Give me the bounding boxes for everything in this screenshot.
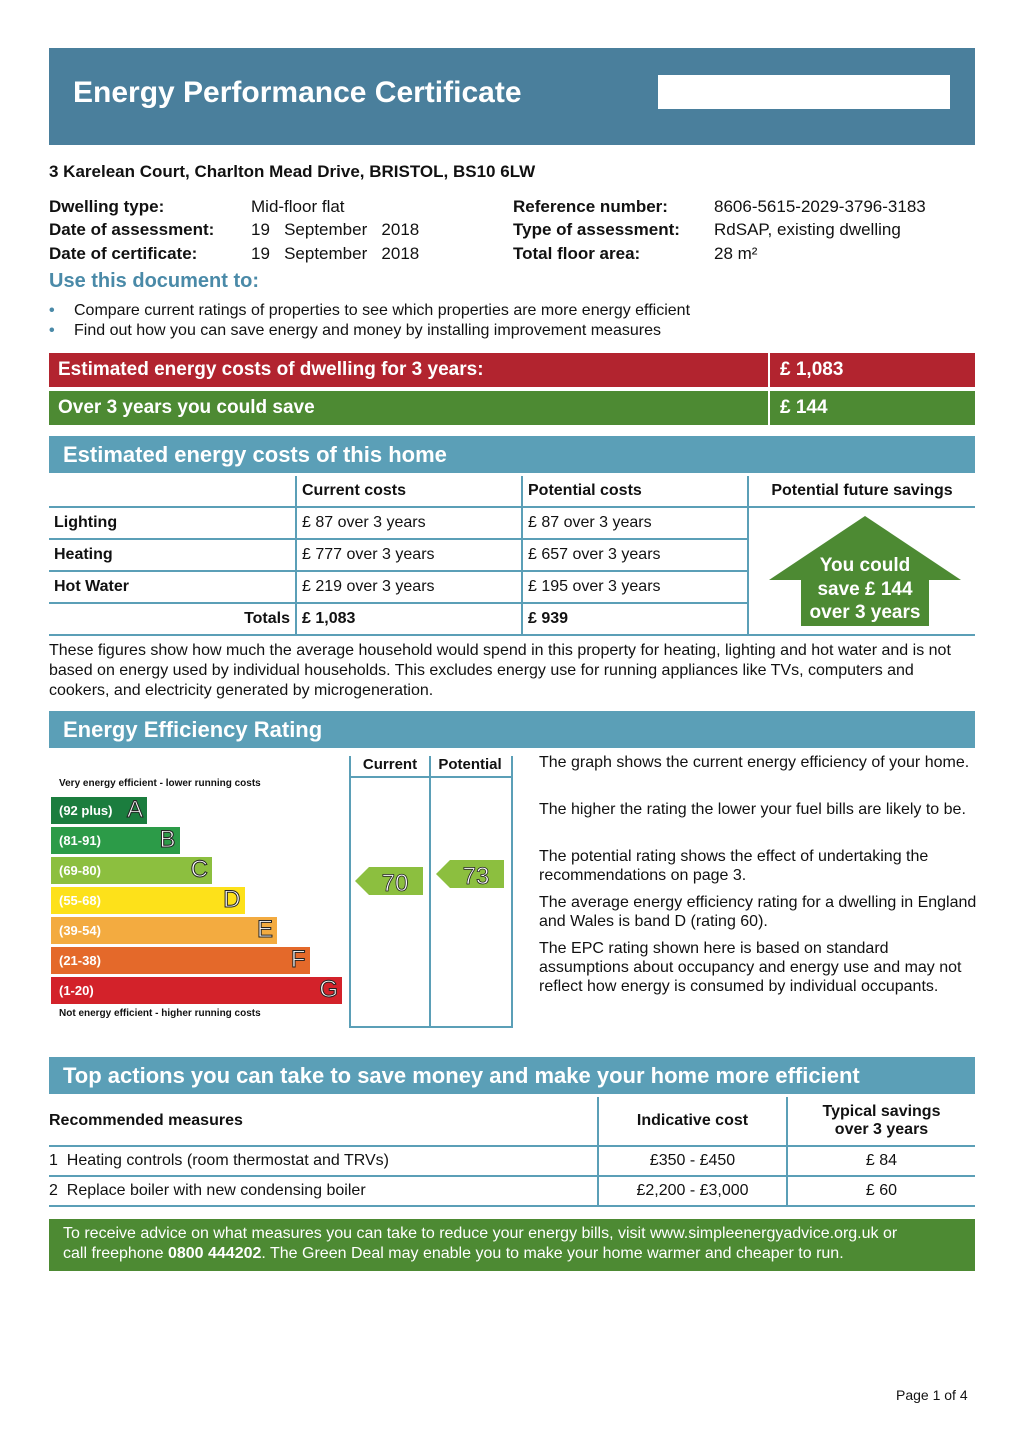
current-rating-value: 70 — [381, 870, 409, 896]
estimated-costs-value: £ 1,083 — [770, 353, 975, 387]
rating-description-3: The potential rating shows the effect of undertaking the recommendations on page 3. — [539, 848, 929, 884]
floor-area-value: 28 m² — [714, 244, 758, 263]
table-row: Heating £ 777 over 3 years £ 657 over 3 years — [49, 539, 975, 571]
totals-row: Totals £ 1,083 £ 939 — [49, 603, 975, 635]
advice-line-2: call freephone 0800 444202. The Green Deal may enable you to make your home warmer and cheaper to run. — [63, 1245, 844, 1262]
rating-band-e: (39-54) E — [51, 917, 277, 944]
freephone-number: 0800 444202 — [167, 1245, 262, 1262]
property-address: 3 Karelean Court, Charlton Mead Drive, BRISTOL, BS10 6LW — [49, 162, 536, 181]
bullet-icon: • — [49, 322, 55, 339]
certificate-date-label: Date of certificate: — [49, 244, 198, 263]
floor-area-label: Total floor area: — [513, 244, 641, 263]
costs-section-title: Estimated energy costs of this home — [49, 436, 975, 473]
assessment-date-value: 19 September 2018 — [251, 220, 420, 239]
table-row: 1 Heating controls (room thermostat and TRVs) £350 - £450 £ 84 — [49, 1146, 975, 1176]
use-document-title: Use this document to: — [49, 270, 260, 292]
rating-top-note: Very energy efficient - lower running costs — [59, 778, 261, 789]
column-left-line — [349, 756, 351, 1028]
rating-description-4: The average energy efficiency rating for a dwelling in England and Wales is band D (rating 60). — [539, 894, 977, 930]
page-title: Energy Performance Certificate — [73, 76, 522, 109]
column-header-line — [349, 776, 511, 778]
table-header: Potential future savings — [748, 476, 975, 507]
measures-table — [49, 1097, 975, 1207]
rating-description-1: The graph shows the current energy efficiency of your home. — [539, 754, 970, 771]
assessment-type-value: RdSAP, existing dwelling — [714, 220, 901, 239]
current-rating-arrow — [355, 866, 425, 896]
table-header: Recommended measures — [49, 1097, 598, 1146]
header-blank-box — [658, 75, 950, 109]
advice-line-1: To receive advice on what measures you can take to reduce your energy bills, visit www.simpleenergyadvice.org.uk or — [63, 1225, 898, 1242]
rating-band-c: (69-80) C — [51, 857, 212, 884]
rating-band-a: (92 plus) A — [51, 797, 147, 824]
savings-label: Over 3 years you could save — [49, 391, 768, 425]
page-number: Page 1 of 4 — [896, 1387, 968, 1403]
advice-banner — [49, 1219, 975, 1271]
table-row: Hot Water £ 219 over 3 years £ 195 over 3 years — [49, 571, 975, 603]
potential-rating-value: 73 — [462, 863, 490, 889]
house-text-line: save £ 144 — [817, 579, 913, 600]
actions-section-title: Top actions you can take to save money and make your home more efficient — [49, 1057, 975, 1094]
savings-bar — [49, 391, 975, 425]
estimated-costs-label: Estimated energy costs of dwelling for 3 years: — [49, 353, 768, 387]
rating-description-5: The EPC rating shown here is based on standard assumptions about occupancy and energy use and may not reflect how energy is consumed by individual occupants. — [539, 940, 962, 995]
house-text-line: over 3 years — [809, 602, 921, 623]
table-row: 2 Replace boiler with new condensing boiler £2,200 - £3,000 £ 60 — [49, 1176, 975, 1206]
table-header: Potential costs — [522, 476, 748, 507]
potential-rating-arrow — [436, 859, 506, 889]
house-icon — [755, 514, 975, 634]
bullet-icon: • — [49, 302, 55, 319]
rating-band-d: (55-68) D — [51, 887, 245, 914]
reference-number-value: 8606-5615-2029-3796-3183 — [714, 197, 926, 216]
assessment-date-label: Date of assessment: — [49, 220, 215, 239]
rating-band-b: (81-91) B — [51, 827, 180, 854]
costs-note: These figures show how much the average household would spend in this property for heating, lighting and hot water and is not based on energy used by individual households. This excludes energy use for running appliances like TVs, computers and cookers, and electricity generated by microgeneration. — [49, 642, 951, 699]
costs-table — [49, 476, 975, 636]
column-current-header: Current — [362, 756, 418, 773]
column-potential-header: Potential — [438, 756, 502, 773]
dwelling-type-value: Mid-floor flat — [251, 197, 345, 216]
estimated-costs-bar — [49, 353, 975, 387]
certificate-date-value: 19 September 2018 — [251, 244, 420, 263]
dwelling-type-label: Dwelling type: — [49, 197, 165, 216]
rating-section-title: Energy Efficiency Rating — [49, 711, 975, 748]
house-text-line: You could — [819, 555, 911, 576]
table-header — [49, 476, 296, 507]
table-header: Current costs — [296, 476, 522, 507]
list-item: • Find out how you can save energy and money by installing improvement measures — [49, 322, 661, 339]
savings-house-cell — [748, 507, 975, 635]
table-header: Typical savings over 3 years — [787, 1097, 975, 1146]
column-divider — [429, 756, 431, 1028]
rating-bottom-note: Not energy efficient - higher running costs — [59, 1008, 261, 1019]
savings-value: £ 144 — [770, 391, 975, 425]
list-item: • Compare current ratings of properties to see which properties are more energy efficient — [49, 302, 691, 319]
rating-description-2: The higher the rating the lower your fuel bills are likely to be. — [539, 801, 966, 818]
table-row: Lighting £ 87 over 3 years £ 87 over 3 years You could save £ 144 over 3 years — [49, 507, 975, 539]
rating-band-f: (21-38) F — [51, 947, 310, 974]
assessment-type-label: Type of assessment: — [513, 220, 680, 239]
rating-band-g: (1-20) G — [51, 977, 342, 1004]
certificate-header — [49, 48, 975, 145]
table-header: Indicative cost — [598, 1097, 787, 1146]
reference-number-label: Reference number: — [513, 197, 668, 216]
rating-chart — [49, 756, 511, 1028]
